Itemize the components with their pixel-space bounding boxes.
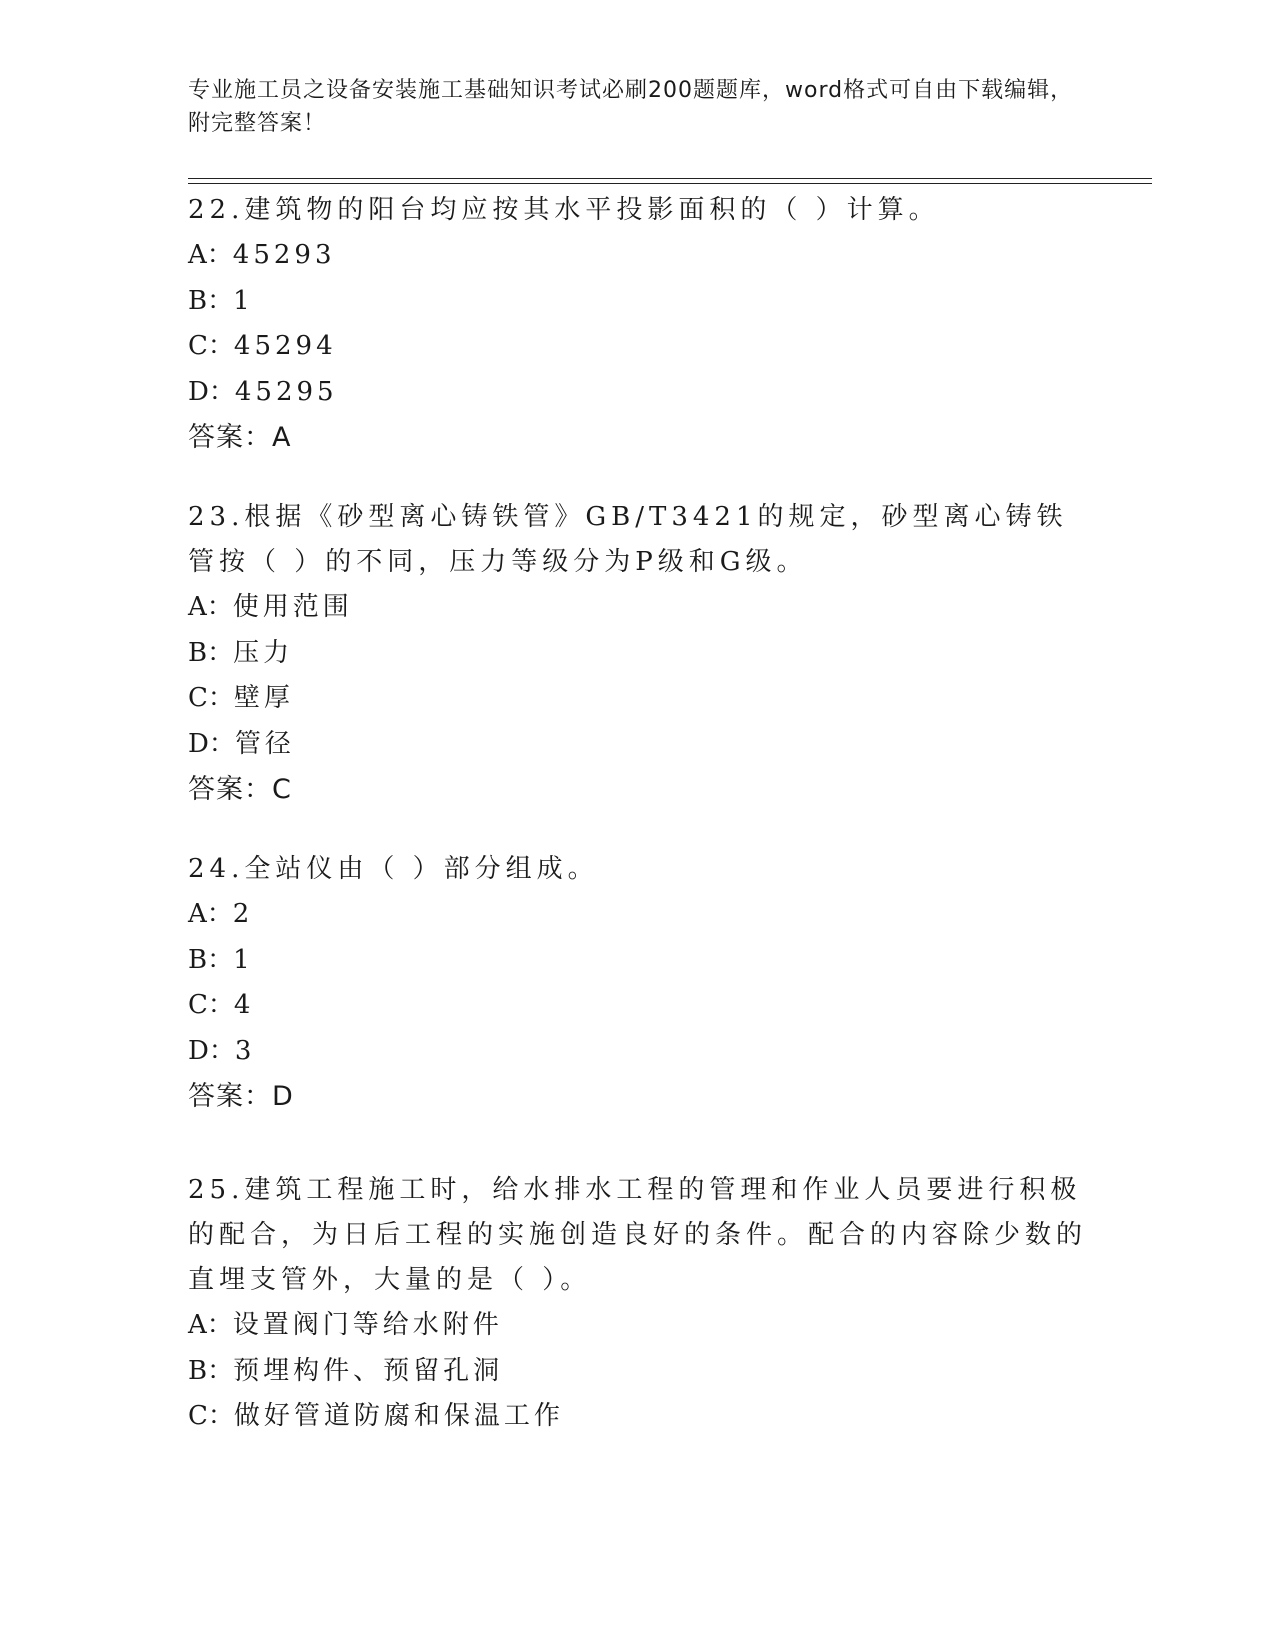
option-text: 使用范围 <box>232 592 353 622</box>
option-key: B： <box>188 1355 234 1386</box>
option-a <box>188 1303 1088 1349</box>
option-d <box>188 722 1088 768</box>
option-text: 3 <box>234 1035 256 1066</box>
answer-value: C <box>272 774 292 805</box>
question-stem: 23.根据《砂型离心铸铁管》GB/T3421的规定，砂型离心铸铁管按（ ）的不同，压力等级分为P级和G级。 <box>188 502 1068 577</box>
option-text: 壁厚 <box>233 683 294 713</box>
option-d <box>188 370 1088 416</box>
option-key: A： <box>188 1310 233 1340</box>
option-text: 管径 <box>234 728 295 759</box>
option-c <box>188 1394 1088 1440</box>
option-a <box>188 892 1088 938</box>
option-b <box>188 279 1088 325</box>
answer-label: 答案： <box>188 422 272 453</box>
option-key: A： <box>188 240 233 270</box>
option-text: 4 <box>233 990 255 1020</box>
option-key: B： <box>188 944 234 975</box>
option-key: D： <box>188 1035 235 1066</box>
answer-label: 答案： <box>188 1081 272 1112</box>
option-text: 45293 <box>232 240 336 270</box>
option-b <box>188 631 1088 677</box>
question-25 <box>188 1168 1088 1440</box>
option-key: A： <box>188 592 233 622</box>
question-stem: 22.建筑物的阳台均应按其水平投影面积的（ ）计算。 <box>188 195 940 225</box>
option-key: D： <box>188 376 235 407</box>
option-key: C： <box>188 331 234 361</box>
option-key: C： <box>188 1401 234 1431</box>
option-key: B： <box>188 637 234 668</box>
option-text: 1 <box>233 285 254 316</box>
option-c <box>188 324 1088 370</box>
header-divider-bottom <box>188 183 1152 184</box>
option-text: 45294 <box>233 331 337 361</box>
question-23 <box>188 495 1088 812</box>
option-b <box>188 1349 1088 1395</box>
option-text: 压力 <box>233 637 294 668</box>
question-stem: 24.全站仪由（ ）部分组成。 <box>188 854 599 884</box>
option-key: D： <box>188 728 235 759</box>
option-text: 45295 <box>234 376 338 407</box>
header-divider-top <box>188 178 1152 179</box>
answer-line <box>188 1074 1088 1119</box>
answer-line <box>188 767 1088 812</box>
option-text: 预埋构件、预留孔洞 <box>233 1355 504 1386</box>
option-c <box>188 983 1088 1029</box>
option-key: A： <box>188 899 233 929</box>
answer-label: 答案： <box>188 774 272 805</box>
option-c <box>188 676 1088 722</box>
option-text: 设置阀门等给水附件 <box>232 1310 503 1340</box>
question-24 <box>188 847 1088 1119</box>
option-key: B： <box>188 285 234 316</box>
document-header: 专业施工员之设备安装施工基础知识考试必刷200题题库，word格式可自由下载编辑，附完整答案！ <box>188 78 1074 136</box>
option-b <box>188 938 1088 984</box>
option-text: 1 <box>233 944 254 975</box>
option-d <box>188 1029 1088 1075</box>
question-stem: 25.建筑工程施工时，给水排水工程的管理和作业人员要进行积极的配合，为日后工程的实施创造良好的条件。配合的内容除少数的直埋支管外，大量的是（ ）。 <box>188 1175 1088 1295</box>
option-a <box>188 585 1088 631</box>
option-a <box>188 233 1088 279</box>
option-key: C： <box>188 990 234 1020</box>
question-22 <box>188 188 1088 460</box>
option-key: C： <box>188 683 234 713</box>
answer-value: D <box>272 1081 294 1112</box>
answer-line <box>188 415 1088 460</box>
answer-value: A <box>272 422 292 453</box>
option-text: 2 <box>232 899 254 929</box>
option-text: 做好管道防腐和保温工作 <box>233 1401 564 1431</box>
